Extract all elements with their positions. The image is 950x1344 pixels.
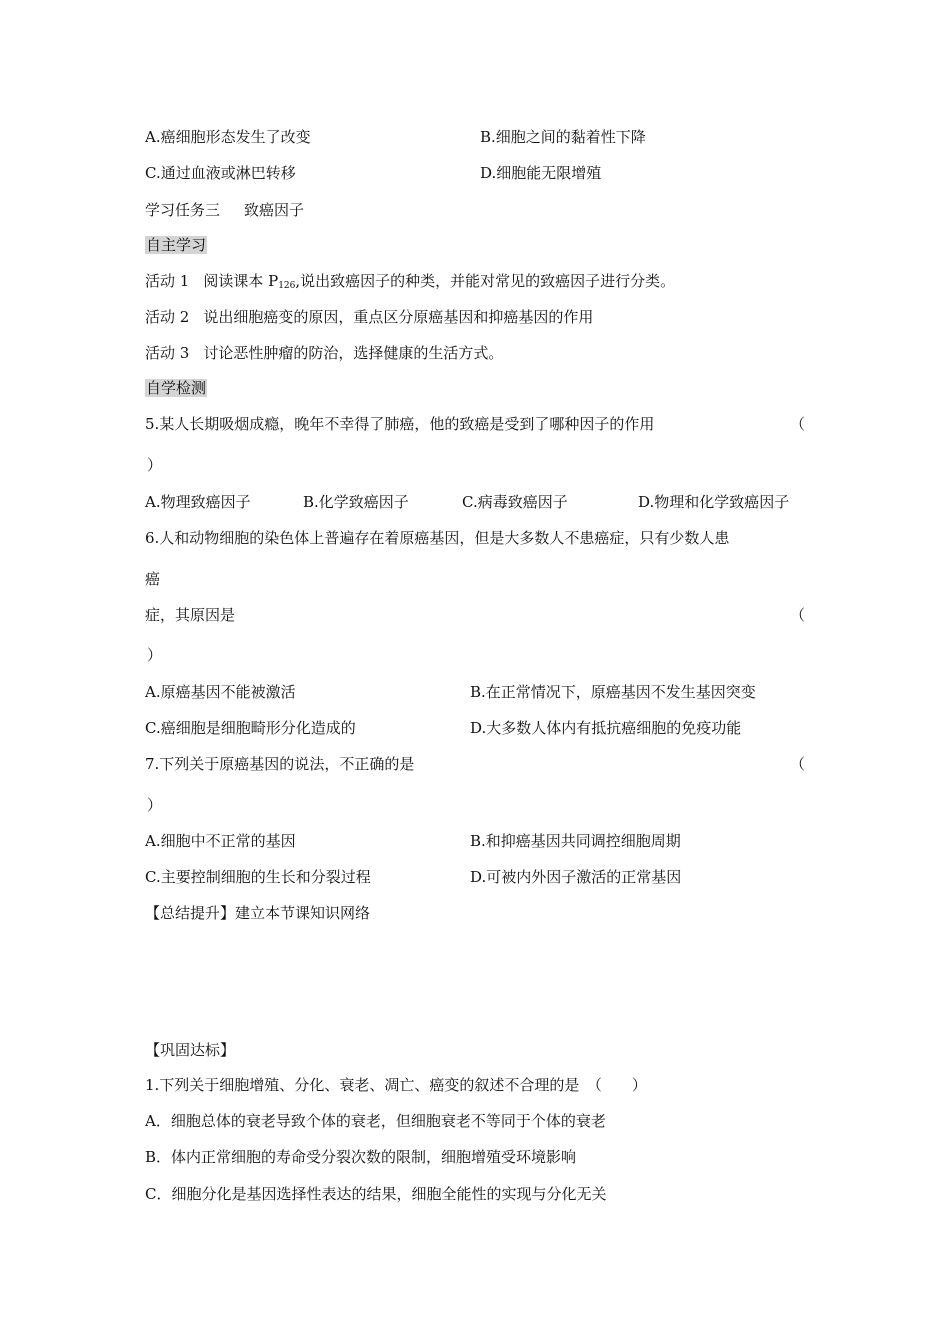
q7-paren-open: （ (790, 755, 806, 773)
q5-paren-close: ） (147, 456, 163, 474)
q5-option-b: B.化学致癌因子 (303, 493, 409, 511)
q7-option-a: A.细胞中不正常的基因 (145, 832, 296, 850)
consolidation-heading: 【巩固达标】 (145, 1041, 236, 1059)
q5-stem: 5.某人长期吸烟成瘾，晚年不幸得了肺癌，他的致癌是受到了哪种因子的作用 (145, 415, 655, 433)
task3-heading (145, 200, 304, 220)
self-study-heading: 自主学习 (146, 236, 207, 254)
q6-paren-close: ） (147, 646, 163, 664)
q5-option-d: D.物理和化学致癌因子 (638, 493, 790, 511)
c-q1-option-c: C．细胞分化是基因选择性表达的结果，细胞全能性的实现与分化无关 (145, 1185, 607, 1203)
q7-option-c: C.主要控制细胞的生长和分裂过程 (145, 868, 371, 886)
q5-option-a: A.物理致癌因子 (145, 493, 251, 511)
q7-stem: 7.下列关于原癌基因的说法，不正确的是 (145, 755, 415, 773)
q6-stem-line2: 癌 (145, 570, 161, 588)
c-q1-option-b: B．体内正常细胞的寿命受分裂次数的限制，细胞增殖受环境影响 (145, 1148, 577, 1166)
q7-option-d: D.可被内外因子激活的正常基因 (470, 868, 682, 886)
q6-stem-line3: 症，其原因是 (145, 606, 236, 624)
q4-option-a: A.癌细胞形态发生了改变 (145, 128, 311, 146)
q6-paren-open: （ (790, 606, 806, 624)
summary-heading: 【总结提升】建立本节课知识网络 (145, 904, 371, 922)
q7-option-b: B.和抑癌基因共同调控细胞周期 (470, 832, 681, 850)
q6-option-c: C.癌细胞是细胞畸形分化造成的 (145, 719, 356, 737)
self-test-heading: 自学检测 (146, 379, 207, 397)
task3-label: 学习任务三 (145, 201, 221, 219)
q4-option-d: D.细胞能无限增殖 (480, 164, 602, 182)
activity-3: 活动 3 讨论恶性肿瘤的防治，选择健康的生活方式。 (145, 344, 504, 362)
q7-paren-close: ） (147, 796, 163, 814)
q5-option-c: C.病毒致癌因子 (462, 493, 568, 511)
activity-2: 活动 2 说出细胞癌变的原因，重点区分原癌基因和抑癌基因的作用 (145, 308, 594, 326)
c-q1-stem: 1.下列关于细胞增殖、分化、衰老、凋亡、癌变的叙述不合理的是 （ ） (145, 1076, 647, 1094)
q6-option-b: B.在正常情况下，原癌基因不发生基因突变 (470, 683, 756, 701)
q6-option-d: D.大多数人体内有抵抗癌细胞的免疫功能 (470, 719, 742, 737)
q4-option-b: B.细胞之间的黏着性下降 (480, 128, 646, 146)
activity-1: 活动 1 阅读课本 $P_{126}$,说出致癌因子的种类，并能对常见的致癌因子进行分类。 (145, 272, 676, 291)
q6-stem-line1: 6.人和动物细胞的染色体上普遍存在着原癌基因，但是大多数人不患癌症，只有少数人患 (145, 529, 730, 547)
q5-paren-open: （ (790, 415, 806, 433)
q6-option-a: A.原癌基因不能被激活 (145, 683, 296, 701)
q4-option-c: C.通过血液或淋巴转移 (145, 164, 296, 182)
c-q1-option-a: A．细胞总体的衰老导致个体的衰老，但细胞衰老不等同于个体的衰老 (145, 1112, 606, 1130)
task3-title: 致癌因子 (244, 201, 305, 219)
